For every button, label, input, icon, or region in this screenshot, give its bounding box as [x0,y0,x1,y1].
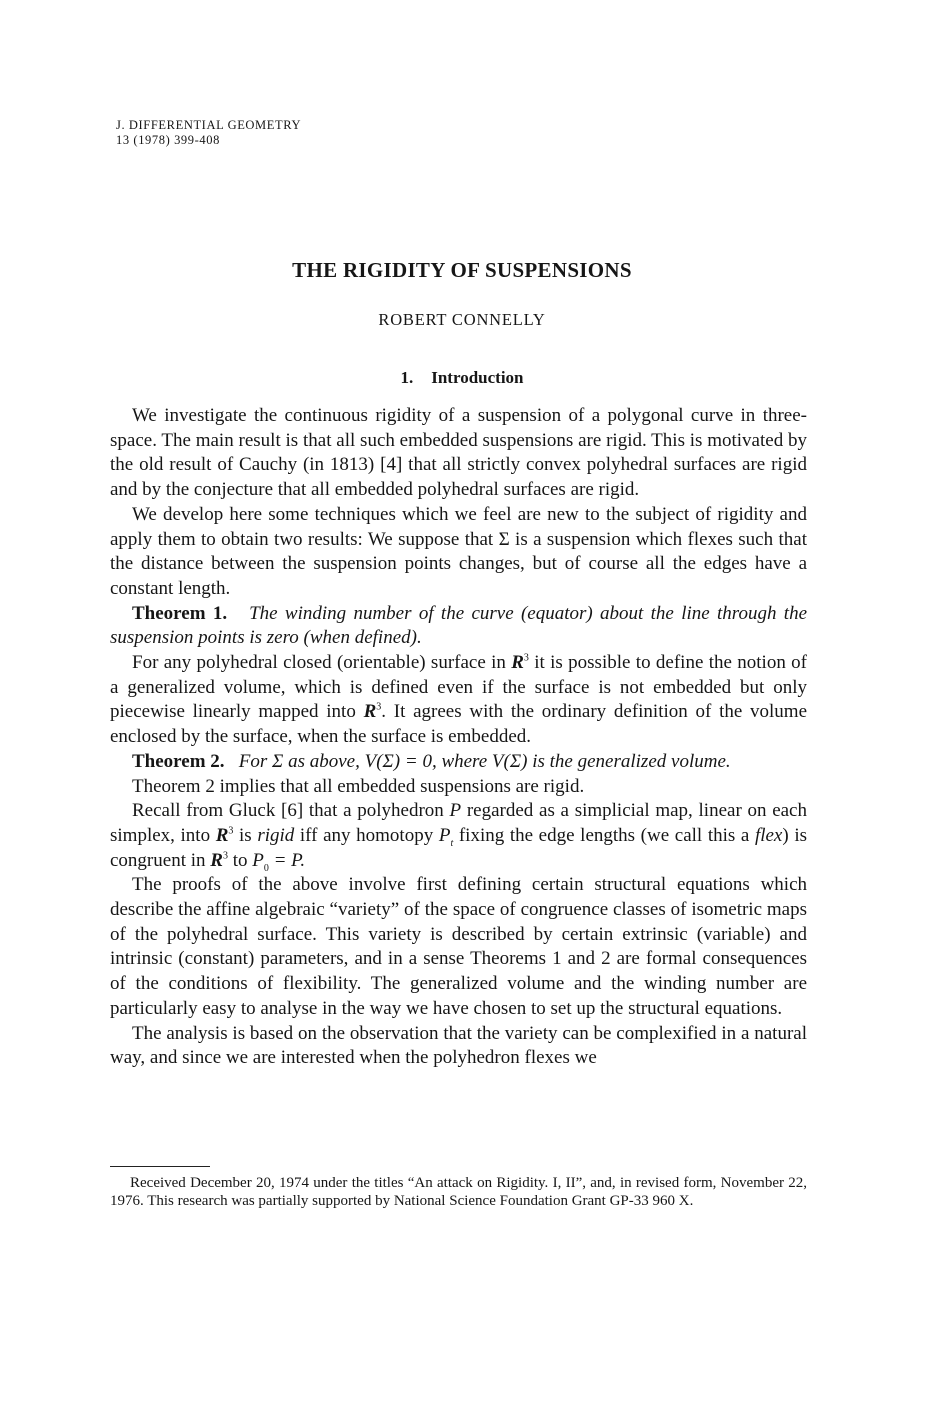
theorem-2-statement: For Σ as above, V(Σ) = 0, where V(Σ) is the generalized volume. [238,750,731,772]
term-rigid: rigid [257,824,295,846]
paragraph-4: Theorem 2 implies that all embedded suspensions are rigid. [132,775,585,797]
term-flex: flex [754,824,783,846]
paragraph-7: The analysis is based on the observation that the variety can be complexified in a natural way, and since we are interested when the polyhedron flexes we [110,1022,807,1069]
math-superscript: 3 [222,850,228,862]
paper-author: ROBERT CONNELLY [378,310,546,329]
math-subscript-t: t [450,837,454,849]
math-Pt: P [438,824,451,846]
paragraph-2: We develop here some techniques which we feel are new to the subject of rigidity and apply them to obtain two results: We suppose that Σ is a suspension which flexes such that the distance between the suspension points changes, but of course all the edges have a constant length. [110,503,807,599]
math-superscript: 3 [523,652,529,664]
paragraph-5-text-b: regarded as a simplicial map, linear on each simplex, into [110,800,807,846]
math-R: R [215,824,229,846]
paragraph-5-text-g: to [227,849,253,871]
math-R: R [511,652,524,674]
math-equals-P: = P. [268,849,306,871]
math-R: R [210,849,223,871]
paragraph-3-text-c: . It agrees with the ordinary definition of the volume enclosed by the surface, when the surface is embedded. [110,701,808,748]
paragraph-5 [110,799,807,873]
section-number: 1. [400,368,414,387]
paragraph-5-text-c: is [233,824,258,846]
paragraph-3 [110,651,807,750]
theorem-1-statement: The winding number of the curve (equator) about the line through the suspension points is zero (when defined). [110,602,808,649]
paragraph-5-text-e: fixing the edge lengths (we call this a [453,824,755,846]
theorem-2 [110,750,807,775]
journal-name: J. DIFFERENTIAL GEOMETRY [116,118,302,132]
footnote-rule [110,1166,210,1167]
theorem-1 [110,602,807,651]
paragraph-5-text-f: ) is congruent in [110,824,807,871]
paragraph-5-text-d: iff any homotopy [294,824,439,846]
paragraph-3-text-a: For any polyhedral closed (orientable) surface in [132,652,512,674]
paragraph-1: We investigate the continuous rigidity of a suspension of a polygonal curve in three-space. The main result is that all such embedded suspensions are rigid. This is motivated by the old result of Cauchy (in 1813) [4] that all strictly convex polyhedral surfaces are rigid and by the conjecture that all embedded polyhedral surfaces are rigid. [110,405,807,501]
paragraph-6: The proofs of the above involve first defining certain structural equations which describe the affine algebraic “variety” of the space of congruence classes of isometric maps of the polyhedral surface. This variety is described by certain extrinsic (variable) and intrinsic (constant) parameters, and in a sense Theorems 1 and 2 are formal consequences of the conditions of flexibility. The generalized volume and the winding number are particularly easy to analyse in the way we have chosen to set up the structural equations. [110,874,807,1019]
math-subscript-0: 0 [263,862,269,874]
theorem-2-label: Theorem 2. [132,750,225,772]
paper-title: THE RIGIDITY OF SUSPENSIONS [292,258,632,282]
section-title: Introduction [431,368,524,387]
theorem-1-label: Theorem 1. [132,602,228,624]
math-R: R [363,701,377,723]
paragraph-5-text-a: Recall from Gluck [6] that a polyhedron [132,800,450,822]
math-superscript: 3 [376,702,382,714]
footnote: Received December 20, 1974 under the titles “An attack on Rigidity. I, II”, and, in revised form, November 22, 1976. This research was partially supported by National Science Foundation Grant GP-33 960 X. [110,1175,807,1209]
journal-header [116,118,301,148]
body-text [110,404,807,1071]
math-superscript: 3 [228,825,234,837]
math-P0: P [252,849,264,871]
section-heading [0,368,924,388]
math-P: P [449,800,462,822]
paragraph-3-text-b: it is possible to define the notion of a generalized volume, which is defined even if the surface is not embedded but only piecewise linearly mapped into [110,652,807,723]
journal-volume: 13 (1978) 399-408 [116,133,220,147]
